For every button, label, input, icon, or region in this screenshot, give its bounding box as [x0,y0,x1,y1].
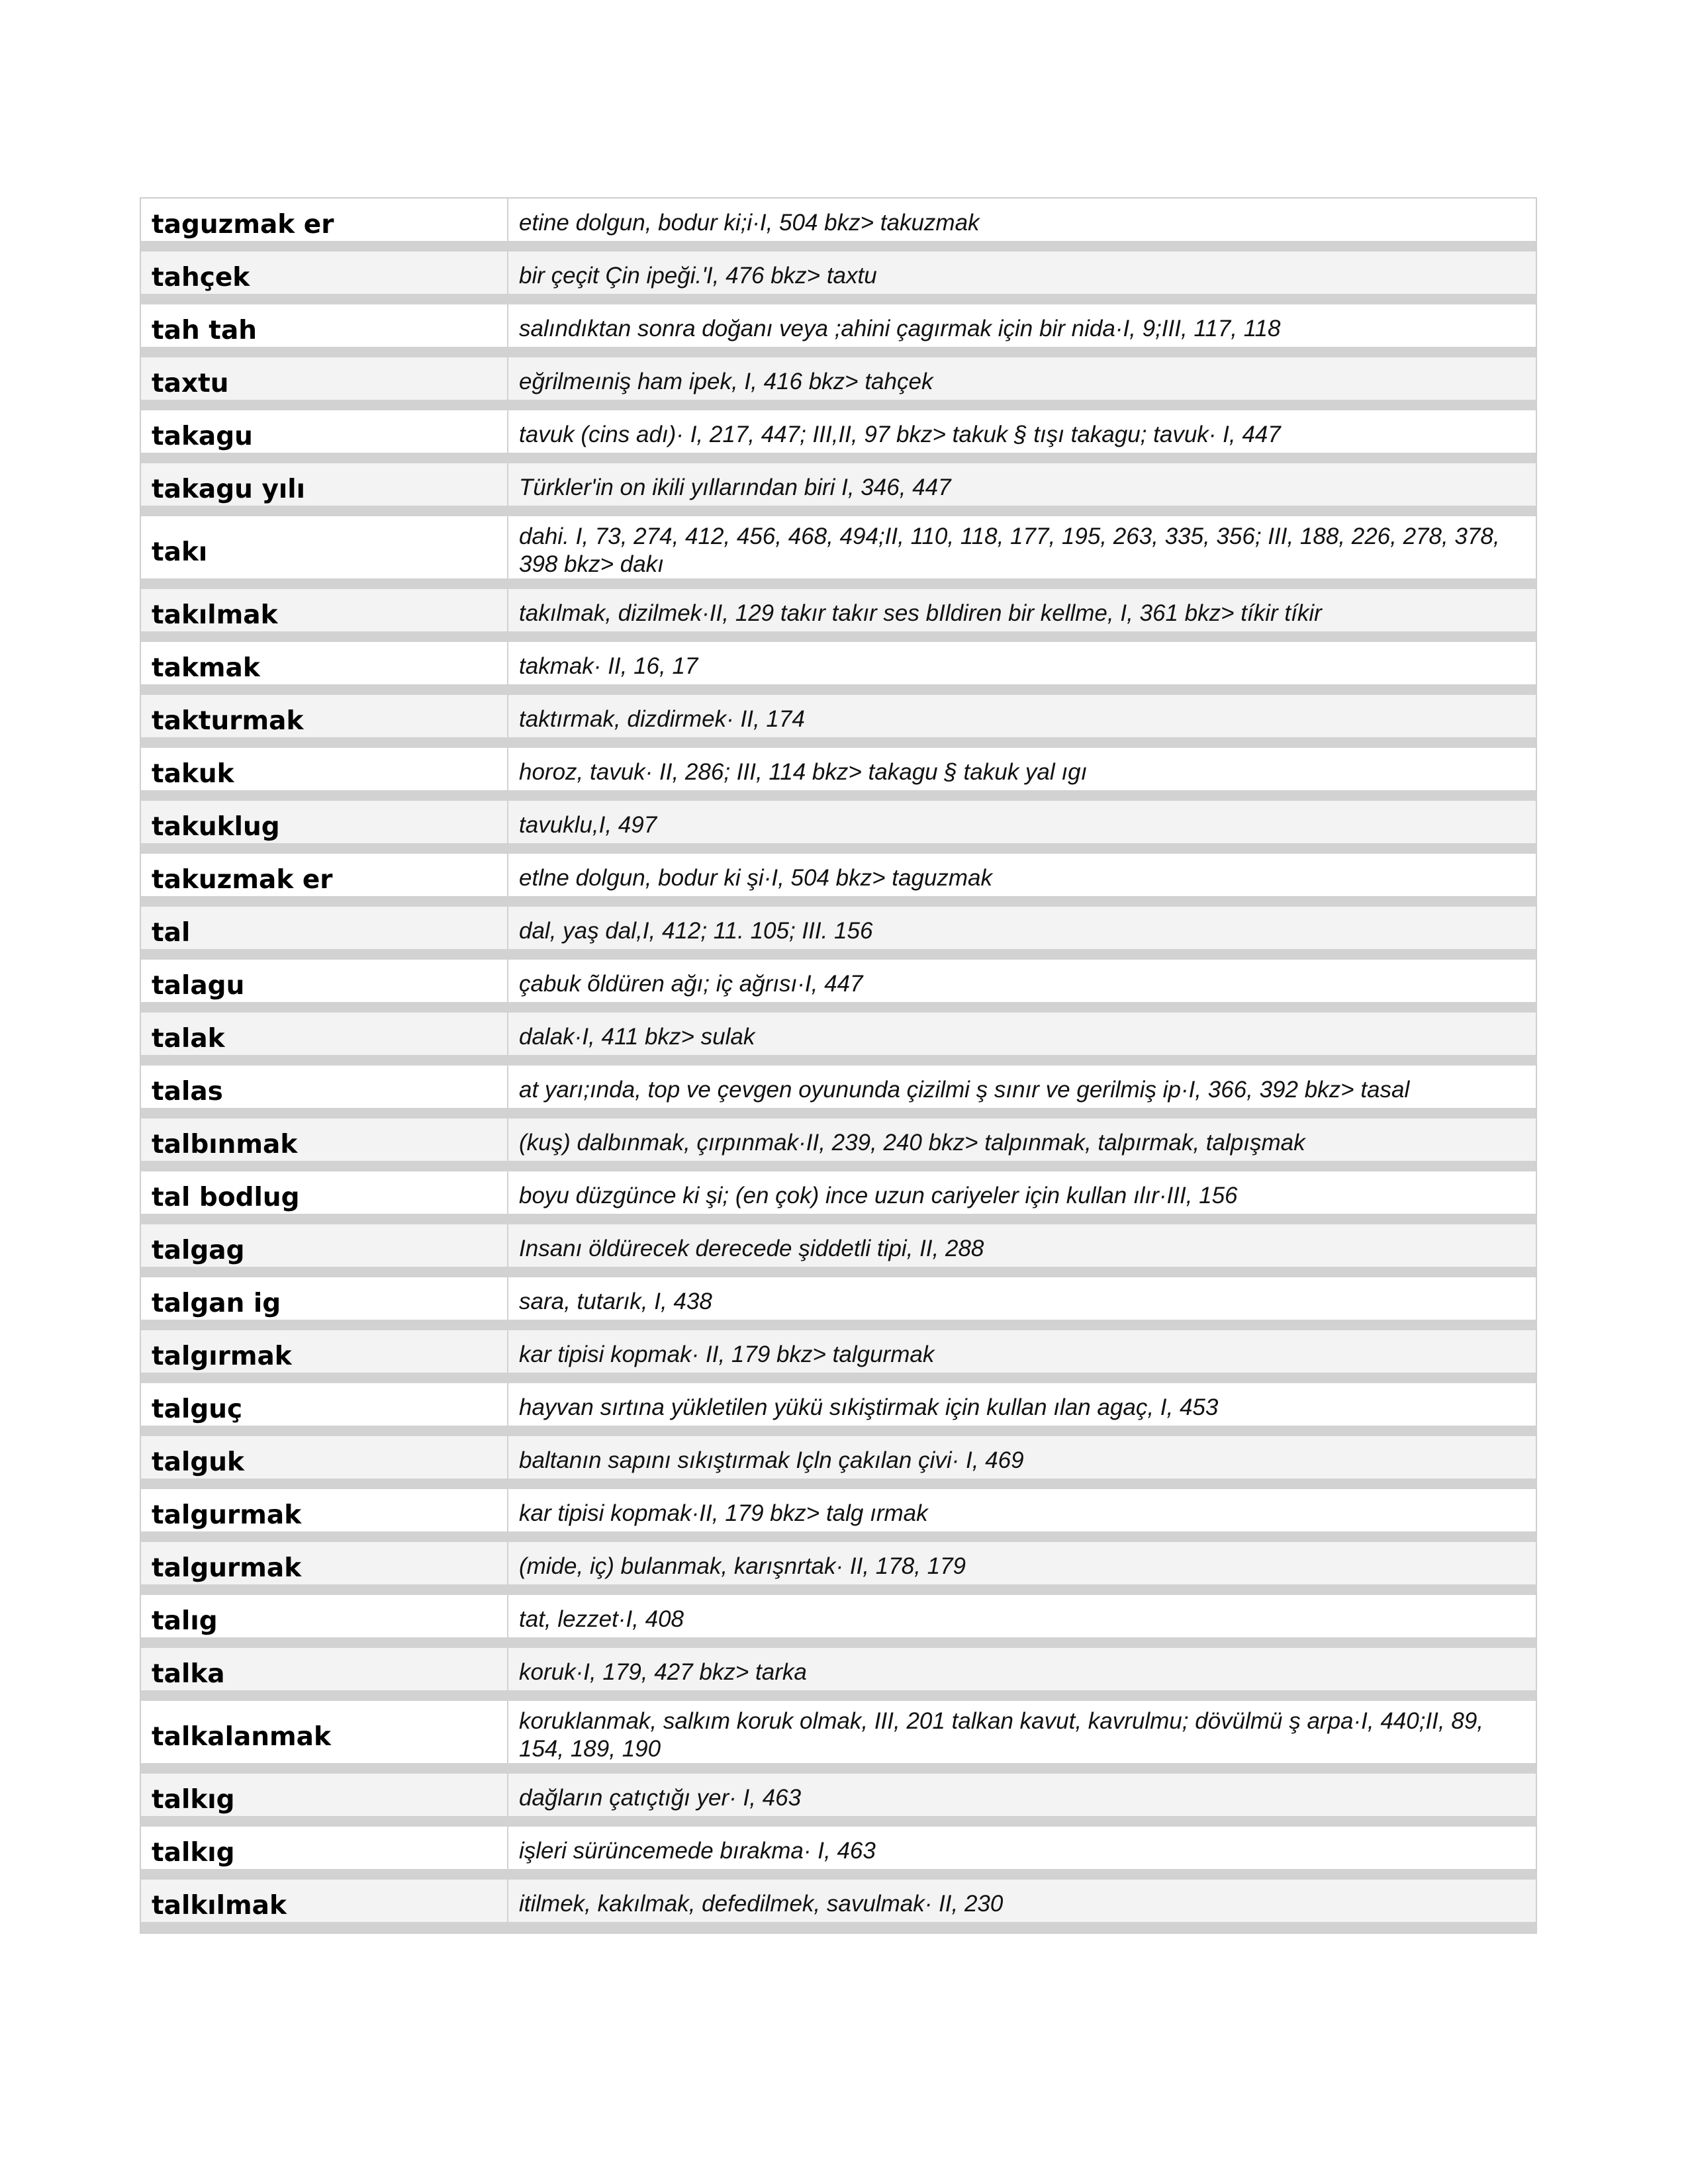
entry-term: takturmak [141,695,508,737]
table-row [141,410,1536,463]
entry-meaning: takılmak, dizilmek·II, 129 takır takır ses bIldiren bir kellme, I, 361 bkz> tíkir tíkir [508,589,1536,631]
entry-meaning: koruk·I, 179, 427 bkz> tarka [508,1648,1536,1690]
entry-meaning: bir çeçit Çin ipeği.'I, 476 bkz> taxtu [508,251,1536,294]
entry-meaning: çabuk õldüren ağı; iç ağrısı·I, 447 [508,960,1536,1002]
table-row [141,1383,1536,1436]
entry-meaning: tavuk (cins adı)· I, 217, 447; III,II, 97 bkz> takuk § tışı takagu; tavuk· I, 447 [508,410,1536,453]
table-row [141,801,1536,854]
entry-meaning: dalak·I, 411 bkz> sulak [508,1013,1536,1055]
table-row [141,1118,1536,1171]
entry-meaning: (mide, iç) bulanmak, karışnrtak· II, 178, 179 [508,1542,1536,1584]
entry-meaning: tat, lezzet·I, 408 [508,1595,1536,1637]
entry-term: takuk [141,748,508,790]
entry-term: takmak [141,642,508,684]
table-row [141,1489,1536,1542]
table-row [141,304,1536,357]
entry-meaning: taktırmak, dizdirmek· II, 174 [508,695,1536,737]
entry-meaning: salındıktan sonra doğanı veya ;ahini çagırmak için bir nida·I, 9;III, 117, 118 [508,304,1536,347]
table-row [141,199,1536,251]
entry-term: taguzmak er [141,199,508,241]
entry-meaning: baltanın sapını sıkıştırmak Içln çakılan çivi· I, 469 [508,1436,1536,1479]
entry-term: takuklug [141,801,508,843]
table-row [141,1774,1536,1827]
entry-term: talgurmak [141,1542,508,1584]
entry-term: takı [141,516,508,578]
entry-term: takılmak [141,589,508,631]
entry-term: talıg [141,1595,508,1637]
entry-term: taxtu [141,357,508,400]
table-row [141,748,1536,801]
table-row [141,1436,1536,1489]
entry-meaning: koruklanmak, salkım koruk olmak, III, 201 talkan kavut, kavrulmu; dövülmü ş arpa·I, 440;II, 89, 154, 189, 190 [508,1701,1536,1763]
entry-meaning: kar tipisi kopmak·II, 179 bkz> talg ırmak [508,1489,1536,1531]
entry-term: takagu yılı [141,463,508,506]
entry-meaning: hayvan sırtına yükletilen yükü sıkiştirmak için kullan ılan agaç, I, 453 [508,1383,1536,1426]
entry-meaning: kar tipisi kopmak· II, 179 bkz> talgurmak [508,1330,1536,1373]
glossary-table [140,197,1537,1934]
entry-term: talagu [141,960,508,1002]
table-row [141,1013,1536,1066]
table-row [141,1595,1536,1648]
entry-meaning: eğrilmeıniş ham ipek, I, 416 bkz> tahçek [508,357,1536,400]
table-row [141,1277,1536,1330]
table-row [141,907,1536,960]
table-row [141,1827,1536,1880]
entry-meaning: sara, tutarık, I, 438 [508,1277,1536,1320]
entry-meaning: takmak· II, 16, 17 [508,642,1536,684]
table-row [141,251,1536,304]
entry-term: talkıg [141,1774,508,1816]
entry-term: takuzmak er [141,854,508,896]
entry-meaning: işleri sürüncemede bırakma· I, 463 [508,1827,1536,1869]
table-row [141,1224,1536,1277]
entry-term: talbınmak [141,1118,508,1161]
entry-term: talka [141,1648,508,1690]
table-row [141,463,1536,516]
entry-term: talguk [141,1436,508,1479]
table-row [141,854,1536,907]
entry-term: tal [141,907,508,949]
entry-term: talak [141,1013,508,1055]
entry-meaning: dal, yaş dal,I, 412; 11. 105; III. 156 [508,907,1536,949]
table-row [141,1648,1536,1701]
table-row [141,1542,1536,1595]
table-row [141,1066,1536,1118]
entry-meaning: at yarı;ında, top ve çevgen oyununda çizilmi ş sınır ve gerilmiş ip·I, 366, 392 bkz> tasal [508,1066,1536,1108]
entry-term: talguç [141,1383,508,1426]
entry-term: talgag [141,1224,508,1267]
table-row [141,1171,1536,1224]
entry-meaning: etine dolgun, bodur ki;i·I, 504 bkz> takuzmak [508,199,1536,241]
entry-term: talgurmak [141,1489,508,1531]
entry-meaning: etlne dolgun, bodur ki şi·I, 504 bkz> taguzmak [508,854,1536,896]
table-row [141,695,1536,748]
table-row [141,1880,1536,1933]
entry-term: talgırmak [141,1330,508,1373]
entry-meaning: dağların çatıçtığı yer· I, 463 [508,1774,1536,1816]
entry-meaning: itilmek, kakılmak, defedilmek, savulmak· II, 230 [508,1880,1536,1922]
entry-meaning: boyu düzgünce ki şi; (en çok) ince uzun cariyeler için kullan ılır·III, 156 [508,1171,1536,1214]
entry-term: talkılmak [141,1880,508,1922]
entry-meaning: Türkler'in on ikili yıllarından biri I, 346, 447 [508,463,1536,506]
entry-term: tal bodlug [141,1171,508,1214]
entry-meaning: (kuş) dalbınmak, çırpınmak·II, 239, 240 bkz> talpınmak, talpırmak, talpışmak [508,1118,1536,1161]
entry-meaning: dahi. I, 73, 274, 412, 456, 468, 494;II, 110, 118, 177, 195, 263, 335, 356; III, 188, 226, 278, 378, 398 bkz> dakı [508,516,1536,578]
table-row [141,1701,1536,1774]
table-row [141,357,1536,410]
table-row [141,642,1536,695]
table-row [141,1330,1536,1383]
table-row [141,589,1536,642]
entry-term: tah tah [141,304,508,347]
entry-term: talas [141,1066,508,1108]
entry-meaning: Insanı öldürecek derecede şiddetli tipi, II, 288 [508,1224,1536,1267]
entry-term: tahçek [141,251,508,294]
entry-meaning: horoz, tavuk· II, 286; III, 114 bkz> takagu § takuk yal ıgı [508,748,1536,790]
entry-term: takagu [141,410,508,453]
entry-term: talkıg [141,1827,508,1869]
entry-term: talgan ig [141,1277,508,1320]
table-row [141,960,1536,1013]
table-row [141,516,1536,589]
entry-term: talkalanmak [141,1701,508,1763]
entry-meaning: tavuklu,I, 497 [508,801,1536,843]
